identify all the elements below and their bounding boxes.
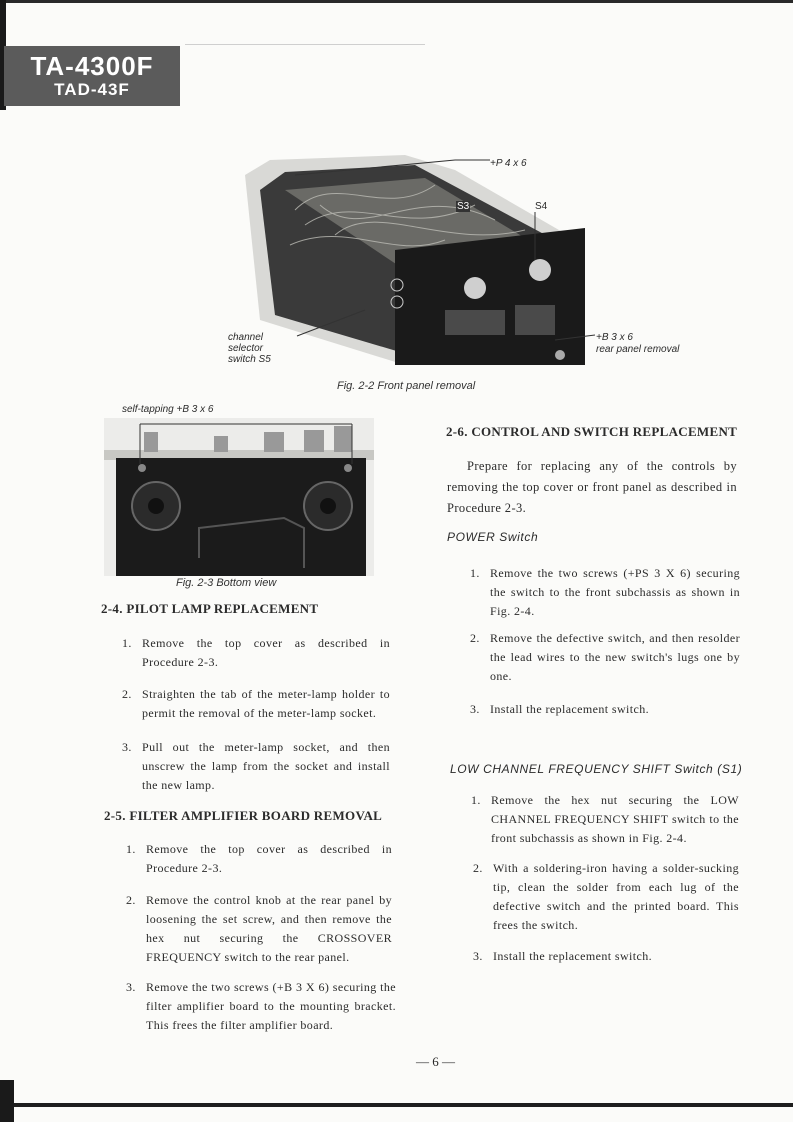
label-rear-screw: +B 3 x 6 bbox=[596, 332, 633, 343]
section-2-4-step-2 bbox=[122, 685, 390, 723]
step-number: 1. bbox=[122, 636, 132, 650]
step-number: 3. bbox=[470, 702, 480, 716]
step-number: 2. bbox=[473, 861, 483, 875]
label-channel-line1: channel bbox=[228, 332, 264, 343]
figure-2-3-photo bbox=[104, 418, 374, 576]
model-badge bbox=[4, 46, 180, 106]
step-number: 1. bbox=[470, 566, 480, 580]
step-text: Remove the defective switch, and then resolder the lead wires to the new switch's lugs one by one. bbox=[490, 631, 740, 683]
label-channel-line2: selector bbox=[228, 343, 264, 354]
step-number: 3. bbox=[122, 740, 132, 754]
low-channel-step-3 bbox=[473, 947, 739, 966]
figure-2-3-caption: Fig. 2-3 Bottom view bbox=[176, 577, 277, 589]
model-name: TA-4300F bbox=[30, 51, 154, 81]
scan-edge-bottom bbox=[0, 1080, 14, 1122]
section-2-4-heading: 2-4. PILOT LAMP REPLACEMENT bbox=[101, 601, 319, 616]
label-s3: S3 bbox=[457, 201, 470, 212]
label-rear-panel: rear panel removal bbox=[596, 344, 680, 355]
top-rule bbox=[0, 0, 793, 3]
header-rule bbox=[185, 44, 425, 45]
power-step-3 bbox=[470, 700, 740, 719]
bottom-rule bbox=[0, 1103, 793, 1107]
step-text: With a soldering-iron having a solder-sucking tip, clean the solder from each lug of the defective switch and the printed board. This frees the switch. bbox=[493, 861, 739, 932]
step-text: Remove the hex nut securing the LOW CHANNEL FREQUENCY SHIFT switch to the front subchassis as shown in Fig. 2-4. bbox=[491, 793, 739, 845]
section-2-6-heading: 2-6. CONTROL AND SWITCH REPLACEMENT bbox=[446, 424, 738, 439]
figure-2-2-caption: Fig. 2-2 Front panel removal bbox=[337, 380, 476, 392]
step-text: Remove the two screws (+PS 3 X 6) securing the switch to the front subchassis as shown in Fig. 2-4. bbox=[490, 566, 740, 618]
section-2-5-step-1 bbox=[126, 840, 392, 878]
section-2-6-intro: Prepare for replacing any of the controls by removing the top cover or front panel as described in Procedure 2-3. bbox=[447, 459, 737, 515]
low-channel-step-2 bbox=[473, 859, 739, 935]
step-number: 1. bbox=[471, 793, 481, 807]
step-text: Install the replacement switch. bbox=[493, 949, 653, 963]
label-top-screw: +P 4 x 6 bbox=[490, 158, 527, 169]
step-number: 2. bbox=[470, 631, 480, 645]
label-self-tapping: self-tapping +B 3 x 6 bbox=[122, 404, 214, 415]
label-channel-line3: switch S5 bbox=[228, 354, 271, 365]
low-channel-step-1 bbox=[471, 791, 739, 848]
section-2-5-step-2 bbox=[126, 891, 392, 967]
power-step-1 bbox=[470, 564, 740, 621]
step-number: 2. bbox=[122, 687, 132, 701]
section-2-5-heading: 2-5. FILTER AMPLIFIER BOARD REMOVAL bbox=[104, 808, 383, 823]
section-2-4-step-1 bbox=[122, 634, 390, 672]
label-s4: S4 bbox=[535, 201, 548, 212]
power-step-2 bbox=[470, 629, 740, 686]
low-channel-title: LOW CHANNEL FREQUENCY SHIFT Switch (S1) bbox=[450, 762, 743, 776]
page-number: — 6 — bbox=[416, 1054, 455, 1069]
submodel-name: TAD-43F bbox=[54, 80, 130, 99]
step-number: 2. bbox=[126, 893, 136, 907]
section-2-5-step-3 bbox=[126, 978, 396, 1035]
step-text: Remove the two screws (+B 3 X 6) securing the filter amplifier board to the mounting bracket. This frees the filter amplifier board. bbox=[146, 980, 396, 1032]
step-text: Remove the control knob at the rear panel by loosening the set screw, and then remove the hex nut securing the CROSSOVER FREQUENCY switch to the rear panel. bbox=[146, 893, 392, 964]
step-number: 3. bbox=[126, 980, 136, 994]
step-text: Straighten the tab of the meter-lamp holder to permit the removal of the meter-lamp socket. bbox=[142, 687, 390, 720]
label-channel-selector bbox=[228, 332, 271, 365]
step-number: 3. bbox=[473, 949, 483, 963]
step-text: Install the replacement switch. bbox=[490, 702, 650, 716]
step-number: 1. bbox=[126, 842, 136, 856]
power-switch-title: POWER Switch bbox=[447, 530, 539, 544]
step-text: Remove the top cover as described in Procedure 2-3. bbox=[146, 842, 392, 875]
section-2-4-step-3 bbox=[122, 738, 390, 795]
step-text: Pull out the meter-lamp socket, and then unscrew the lamp from the socket and install the new lamp. bbox=[142, 740, 390, 792]
step-text: Remove the top cover as described in Procedure 2-3. bbox=[142, 636, 390, 669]
